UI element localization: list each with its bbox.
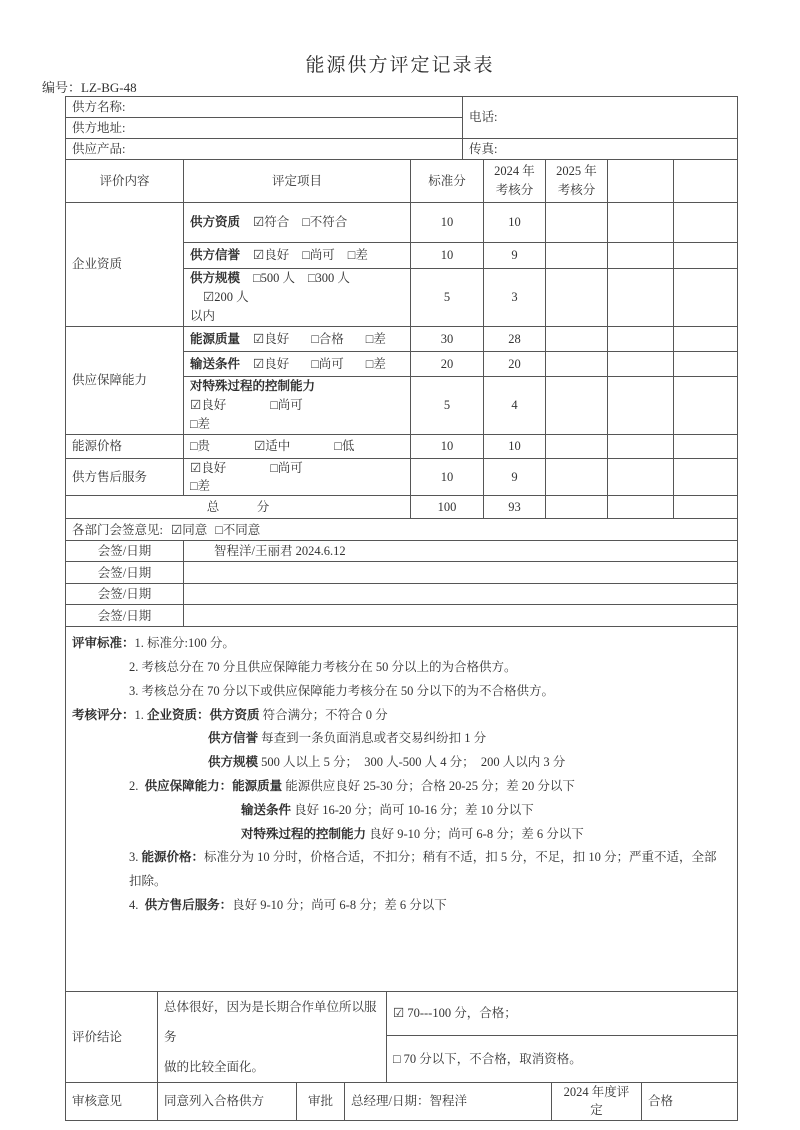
- conclusion-table: [65, 991, 738, 1083]
- group-energy-price: 能源价格: [66, 435, 184, 459]
- empty-cell: [608, 352, 674, 377]
- checkbox-option: ☑良好: [190, 461, 227, 475]
- checkbox-option: ☑良好: [253, 331, 290, 346]
- score-2024-cell: 10: [484, 435, 546, 459]
- phone-label: 电话:: [469, 110, 498, 125]
- review-table: [65, 1082, 738, 1120]
- checkbox-option: □不同意: [215, 522, 261, 537]
- criteria-text: 良好 9-10 分；尚可 6-8 分；差 6 分以下: [232, 898, 447, 913]
- item-energy-quality: [184, 327, 411, 352]
- checkbox-option: ☑同意: [170, 522, 208, 537]
- header-eval-content: 评价内容: [66, 160, 184, 203]
- criteria-term: 输送条件: [241, 802, 292, 817]
- score-2025-cell: [546, 243, 608, 269]
- checkbox-option: ☑200 人: [203, 290, 249, 304]
- review-row: [66, 1083, 738, 1120]
- item-label: 能源质量: [190, 331, 241, 346]
- empty-cell: [608, 327, 674, 352]
- standard-score-cell: 5: [411, 269, 484, 327]
- criteria-term: 评审标准：: [72, 636, 135, 651]
- criteria-term: 供方信誉: [208, 731, 259, 746]
- criteria-text: 4.: [129, 898, 145, 913]
- header-eval-item: 评定项目: [184, 160, 411, 203]
- score-2025-cell: [546, 435, 608, 459]
- checkbox-option: □300 人: [307, 271, 350, 285]
- supplier-name-cell: [66, 97, 463, 118]
- empty-cell: [608, 459, 674, 496]
- checkbox-option: □差: [190, 417, 211, 431]
- table-row: [66, 203, 738, 243]
- supplier-address-cell: [66, 118, 463, 139]
- countersign-label: 会签/日期: [66, 584, 184, 605]
- criteria-term: 能源价格：: [141, 850, 205, 865]
- score-2024-cell: 28: [484, 327, 546, 352]
- criteria-term: 供方售后服务：: [144, 898, 233, 913]
- form-content: [65, 97, 739, 1121]
- header-2025-line1: 2025 年: [556, 164, 597, 178]
- item-transport-condition: [184, 352, 411, 377]
- criteria-term: 供应保障能力：: [144, 779, 233, 794]
- criteria-lines: [72, 632, 729, 918]
- checkbox-option: □差: [365, 331, 386, 346]
- table-row: [66, 992, 738, 1035]
- conclusion-pass-option: ☑ 70---100 分，合格；: [387, 992, 738, 1035]
- phone-cell: [463, 97, 738, 139]
- score-2024-cell: 3: [484, 269, 546, 327]
- score-2024-cell: 4: [484, 377, 546, 435]
- criteria-text: 每查到一条负面消息或者交易纠纷扣 1 分: [258, 731, 487, 746]
- checkbox-option: □尚可: [270, 461, 303, 475]
- empty-cell: [608, 435, 674, 459]
- header-2024-line1: 2024 年: [494, 164, 535, 178]
- item-suffix: 以内: [190, 309, 216, 323]
- total-standard-score: 100: [411, 496, 484, 519]
- countersign-table: [65, 518, 738, 627]
- criteria-text: 能源供应良好 25-30 分；合格 20-25 分；差 20 分以下: [282, 779, 575, 794]
- item-label: 供方资质: [190, 215, 241, 230]
- header-2024-score: [484, 160, 546, 203]
- countersign-label: 会签/日期: [66, 562, 184, 584]
- approver-signature: 总经理/日期：智程洋: [345, 1083, 552, 1120]
- item-label: 对特殊过程的控制能力: [190, 379, 316, 393]
- criteria-term: 对特殊过程的控制能力: [241, 826, 367, 841]
- supplier-info-table: [65, 96, 738, 160]
- year-rating-label: 2024 年度评定: [552, 1083, 642, 1120]
- fax-label: 传真:: [469, 141, 498, 156]
- empty-cell: [674, 459, 738, 496]
- checkbox-option: □低: [334, 439, 355, 454]
- standard-score-cell: 20: [411, 352, 484, 377]
- table-row: [66, 459, 738, 496]
- score-2025-cell: [546, 327, 608, 352]
- header-2025-line2: 考核分: [557, 183, 596, 197]
- approve-label: 审批: [297, 1083, 345, 1120]
- checkbox-option: □尚可: [311, 356, 344, 371]
- criteria-term: 考核评分：: [72, 707, 135, 722]
- standard-score-cell: 5: [411, 377, 484, 435]
- group-supply-guarantee: 供应保障能力: [66, 327, 184, 435]
- checkbox-option: □不符合: [302, 215, 348, 230]
- supply-product-cell: [66, 139, 463, 160]
- criteria-line: [72, 680, 729, 704]
- countersign-signature: [184, 584, 738, 605]
- score-2025-cell: [546, 377, 608, 435]
- table-row: [66, 97, 738, 118]
- score-2025-cell: [546, 203, 608, 243]
- checkbox-option: ☑良好: [190, 398, 227, 412]
- checkbox-option: □差: [347, 248, 368, 263]
- fax-cell: [463, 139, 738, 160]
- empty-cell: [608, 269, 674, 327]
- criteria-term: 供方规模: [208, 755, 259, 770]
- header-empty-1: [608, 160, 674, 203]
- standard-score-cell: 10: [411, 435, 484, 459]
- criteria-line: [72, 799, 729, 823]
- countersign-label: 会签/日期: [66, 541, 184, 562]
- group-after-sales-service: 供方售后服务: [66, 459, 184, 496]
- item-after-sales-service: [184, 459, 411, 496]
- criteria-table: [65, 626, 738, 992]
- countersign-row: [66, 584, 738, 605]
- criteria-text: 3. 考核总分在 70 分以下或供应保障能力考核分在 50 分以下的为不合格供方。: [129, 683, 555, 698]
- checkbox-option: ☑良好: [253, 356, 290, 371]
- criteria-text: 良好 9-10 分；尚可 6-8 分；差 6 分以下: [366, 826, 584, 841]
- empty-cell: [608, 496, 674, 519]
- countersign-title-label: 各部门会签意见:: [72, 522, 163, 537]
- countersign-label: 会签/日期: [66, 605, 184, 627]
- item-supplier-reputation: [184, 243, 411, 269]
- criteria-text: 标准分为 10 分时，价格合适，不扣分；稍有不适，扣 5 分，不足，扣 10 分；严重不适，全部扣除。: [129, 850, 717, 889]
- empty-cell: [674, 327, 738, 352]
- group-enterprise-qualification: 企业资质: [66, 203, 184, 327]
- criteria-block: [66, 627, 738, 992]
- criteria-term: 供方资质: [209, 707, 260, 722]
- empty-cell: [674, 243, 738, 269]
- checkbox-option: □尚可: [270, 398, 303, 412]
- standard-score-cell: 30: [411, 327, 484, 352]
- empty-cell: [608, 243, 674, 269]
- header-2024-line2: 考核分: [495, 183, 534, 197]
- checkbox-option: ☑良好: [253, 248, 290, 263]
- header-row: [66, 160, 738, 203]
- checkbox-option: □差: [190, 479, 211, 494]
- empty-cell: [608, 203, 674, 243]
- empty-cell: [674, 352, 738, 377]
- supplier-name-label: 供方名称:: [72, 99, 126, 114]
- score-2024-cell: 10: [484, 203, 546, 243]
- standard-score-cell: 10: [411, 203, 484, 243]
- item-label: 供方规模: [190, 271, 241, 285]
- criteria-text: 500 人以上 5 分； 300 人-500 人 4 分； 200 人以内 3 分: [258, 755, 566, 770]
- countersign-title-cell: [66, 519, 738, 541]
- score-2025-cell: [546, 352, 608, 377]
- supplier-address-label: 供方地址:: [72, 120, 126, 135]
- criteria-line: [72, 846, 729, 894]
- criteria-line: [72, 823, 729, 847]
- criteria-text: 3.: [129, 850, 142, 865]
- total-label: 总 分: [66, 496, 411, 519]
- item-supplier-qualification: [184, 203, 411, 243]
- review-opinion: 同意列入合格供方: [158, 1083, 297, 1120]
- criteria-line: [72, 751, 729, 775]
- score-2024-cell: 9: [484, 243, 546, 269]
- criteria-text: 符合满分；不符合 0 分: [259, 707, 388, 722]
- score-2025-cell: [546, 459, 608, 496]
- countersign-signature: 智程洋/王丽君 2024.6.12: [184, 541, 738, 562]
- conclusion-text: [158, 992, 387, 1083]
- countersign-row: [66, 605, 738, 627]
- review-label: 审核意见: [66, 1083, 158, 1120]
- item-special-process-control: [184, 377, 411, 435]
- criteria-term: 企业资质：: [147, 707, 210, 722]
- empty-cell: [674, 203, 738, 243]
- item-label: 供方信誉: [190, 248, 241, 263]
- page-title: 能源供方评定记录表: [305, 55, 495, 76]
- item-label: 输送条件: [190, 356, 241, 371]
- evaluation-table: [65, 159, 738, 519]
- criteria-line: [72, 704, 729, 728]
- countersign-row: [66, 562, 738, 584]
- conclusion-text-line1: 总体很好，因为是长期合作单位所以服务: [164, 1000, 377, 1045]
- checkbox-option: □尚可: [302, 248, 335, 263]
- header-empty-2: [674, 160, 738, 203]
- doc-number: 编号：LZ-BG-48: [42, 80, 137, 95]
- header-2025-score: [546, 160, 608, 203]
- criteria-line: [72, 632, 729, 656]
- countersign-title-row: [66, 519, 738, 541]
- countersign-signature: [184, 605, 738, 627]
- criteria-row: [66, 627, 738, 992]
- criteria-text: 2. 考核总分在 70 分且供应保障能力考核分在 50 分以上的为合格供方。: [129, 660, 517, 675]
- table-row: [66, 435, 738, 459]
- supply-product-label: 供应产品:: [72, 141, 126, 156]
- criteria-text: 1.: [134, 707, 148, 722]
- conclusion-fail-option: □ 70 分以下，不合格，取消资格。: [387, 1035, 738, 1083]
- empty-cell: [674, 496, 738, 519]
- checkbox-option: ☑适中: [254, 439, 291, 454]
- criteria-term: 能源质量: [232, 779, 283, 794]
- criteria-line: [72, 656, 729, 680]
- criteria-line: [72, 727, 729, 751]
- conclusion-text-line2: 做的比较全面化。: [164, 1060, 265, 1075]
- standard-score-cell: 10: [411, 243, 484, 269]
- checkbox-option: □差: [365, 356, 386, 371]
- checkbox-option: □合格: [311, 331, 344, 346]
- score-2025-cell: [546, 269, 608, 327]
- criteria-line: [72, 894, 729, 918]
- empty-cell: [674, 377, 738, 435]
- item-supplier-scale: [184, 269, 411, 327]
- empty-cell: [608, 377, 674, 435]
- criteria-line: [72, 775, 729, 799]
- total-2024-score: 93: [484, 496, 546, 519]
- score-2024-cell: 9: [484, 459, 546, 496]
- table-row: [66, 139, 738, 160]
- item-energy-price: [184, 435, 411, 459]
- table-row: [66, 327, 738, 352]
- criteria-text: 1. 标准分:100 分。: [134, 636, 235, 651]
- criteria-text: 良好 16-20 分；尚可 10-16 分；差 10 分以下: [291, 802, 534, 817]
- checkbox-option: □贵: [190, 439, 211, 454]
- countersign-signature: [184, 562, 738, 584]
- header-standard-score: 标准分: [411, 160, 484, 203]
- standard-score-cell: 10: [411, 459, 484, 496]
- rating-result: 合格: [642, 1083, 738, 1120]
- conclusion-label: 评价结论: [66, 992, 158, 1083]
- checkbox-option: □500 人: [253, 271, 295, 285]
- checkbox-option: ☑符合: [253, 215, 290, 230]
- countersign-row: [66, 541, 738, 562]
- total-2025-score: [546, 496, 608, 519]
- total-row: [66, 496, 738, 519]
- empty-cell: [674, 435, 738, 459]
- score-2024-cell: 20: [484, 352, 546, 377]
- criteria-text: 2.: [129, 779, 145, 794]
- empty-cell: [674, 269, 738, 327]
